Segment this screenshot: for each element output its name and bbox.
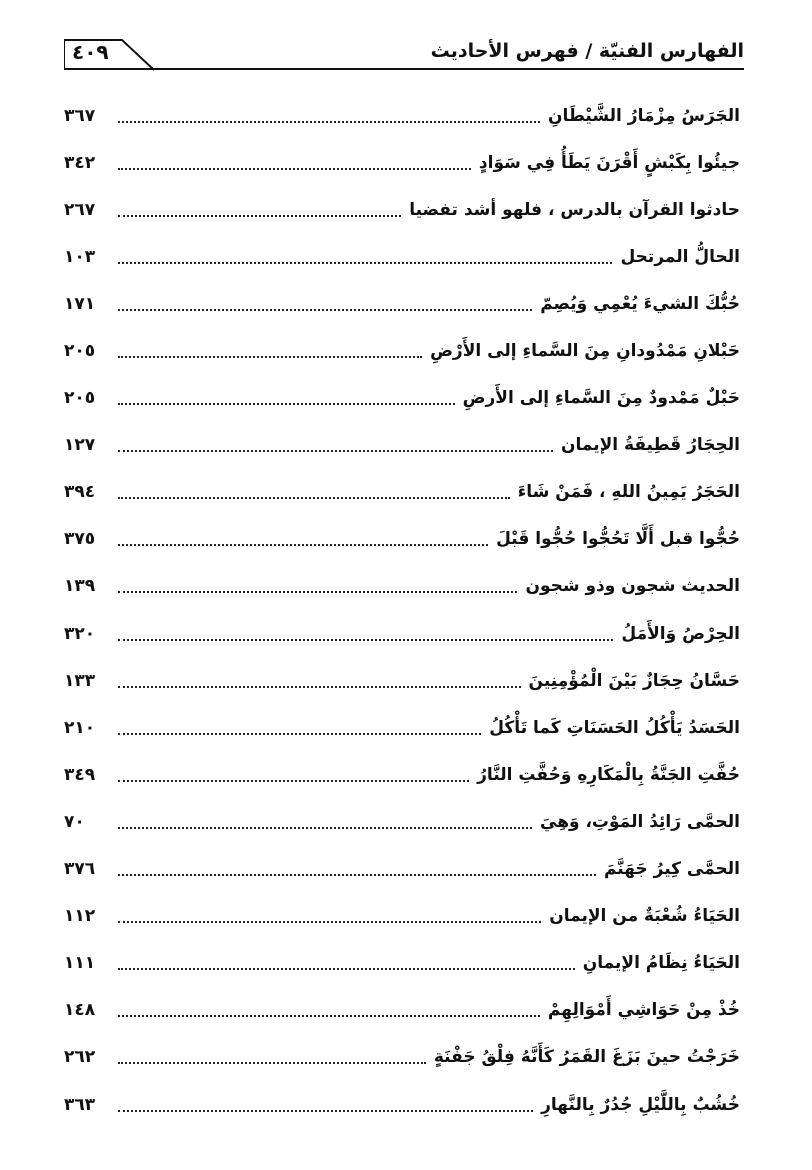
list-item [64,846,740,893]
list-item [64,516,740,563]
entry-text: الحالُّ المرتحل [620,246,740,267]
dot-leader [118,1015,540,1017]
dot-leader [118,121,540,123]
entry-text: جيئُوا بِكَبْشٍ أَقْرَنَ يَطَأُ فِي سَوَادٍ [478,152,740,173]
dot-leader [118,168,471,170]
entry-page-number: ٢١٠ [64,717,96,738]
list-item [64,422,740,469]
list-item [64,92,740,139]
list-item [64,563,740,610]
list-item [64,375,740,422]
header-rule [64,68,744,70]
entry-text: خُذْ مِنْ حَوَاشِي أَمْوَالِهِمْ [547,1000,740,1021]
list-item [64,798,740,845]
entry-page-number: ٣٦٣ [64,1094,96,1115]
entry-page-number: ٢٦٧ [64,199,96,220]
running-header [64,38,744,70]
entry-text: حادثوا القرآن بالدرس ، فلهو أشد تفضيا [409,199,740,220]
list-item [64,657,740,704]
entry-text: الحِجَارُ قَطِيفَةُ الإيمان [560,435,740,456]
dot-leader [118,544,488,546]
entry-text: الحَيَاءُ شُعْبَةٌ من الإيمان [549,906,740,927]
entry-page-number: ١٣٩ [64,576,96,597]
entry-text: الحديث شجون وذو شجون [525,576,740,597]
dot-leader [118,921,541,923]
entry-text: الحَيَاءُ نِظَامُ الإيمانِ [582,953,740,974]
entry-page-number: ٣٤٢ [64,152,96,173]
entry-text: الحمَّى كِيرُ جَهَنَّمَ [603,859,740,880]
header-title: الفهارس الفنيّة / فهرس الأحاديث [430,40,744,62]
list-item [64,751,740,798]
entry-page-number: ٢٦٢ [64,1047,96,1068]
dot-leader [118,1110,533,1112]
entry-page-number: ٣٤٩ [64,764,96,785]
entry-page-number: ١٢٧ [64,435,96,456]
dot-leader [118,874,596,876]
list-item [64,469,740,516]
entry-page-number: ١١١ [64,953,96,974]
list-item [64,610,740,657]
entry-page-number: ٣٩٤ [64,482,96,503]
dot-leader [118,968,575,970]
entry-page-number: ٣٧٦ [64,859,96,880]
dot-leader [118,639,613,641]
dot-leader [118,215,401,217]
entry-text: حَسَّانُ حِجَازٌ بَيْنَ الْمُؤْمِنِينَ [528,670,740,691]
dot-leader [118,827,532,829]
dot-leader [118,733,481,735]
dot-leader [118,356,422,358]
entry-page-number: ١٤٨ [64,1000,96,1021]
entry-page-number: ٣٧٥ [64,529,96,550]
list-item [64,704,740,751]
entry-text: حَبْلٌ مَمْدودٌ مِنَ السَّماءِ إلى الأَرضِ [462,388,740,409]
dot-leader [118,309,532,311]
dot-leader [118,497,510,499]
entry-text: حُبُّكَ الشيءَ يُعْمِي وَيُصِمّ [540,293,740,314]
entry-text: حَبْلانِ مَمْدُودانِ مِنَ السَّماءِ إلى الأَرْضِ [430,341,740,362]
dot-leader [118,450,553,452]
dot-leader [118,262,612,264]
entry-text: الحِرْصُ وَالأَمَلُ [621,623,740,644]
list-item [64,1034,740,1081]
list-item [64,1081,740,1128]
page-number: ٤٠٩ [72,40,109,64]
list-item [64,186,740,233]
entry-text: خَرَجْتُ حينَ بَزَغَ القَمَرُ كَأَنَّهُ فِلْقُ جَفْنَةٍ [433,1047,740,1068]
entry-page-number: ٣٦٧ [64,105,96,126]
entry-page-number: ١١٢ [64,906,96,927]
list-item [64,280,740,327]
entry-text: الحَجَرُ يَمِينُ اللهِ ، فَمَنْ شَاءَ [517,482,740,503]
entry-text: الجَرَسُ مِزْمَارُ الشَّيْطَانِ [547,105,740,126]
list-item [64,139,740,186]
dot-leader [118,780,469,782]
entry-page-number: ١٠٣ [64,246,96,267]
dot-leader [118,403,455,405]
dot-leader [118,686,521,688]
entry-text: خُشُبٌ بِاللَّيْلِ جُدُرٌ بِالنَّهارِ [541,1094,740,1115]
list-item [64,327,740,374]
entry-page-number: ٢٠٥ [64,388,96,409]
list-item [64,233,740,280]
entry-page-number: ١٧١ [64,293,96,314]
dot-leader [118,1062,426,1064]
entry-page-number: ٢٠٥ [64,341,96,362]
list-item [64,987,740,1034]
entry-text: حُجُّوا قبل أَلَّا تَحُجُّوا حُجُّوا قَبْلَ [496,529,740,550]
entry-page-number: ٣٢٠ [64,623,96,644]
dot-leader [118,591,517,593]
entry-text: حُفَّتِ الجَنَّةُ بِالْمَكَارِهِ وَحُفَّتِ النَّارُ [477,764,740,785]
hadith-index-list [64,92,740,1128]
entry-text: الحمَّى رَائِدُ المَوْتِ، وَهِيَ [540,811,740,832]
entry-page-number: ١٣٣ [64,670,96,691]
entry-text: الحَسَدُ يَأْكُلُ الحَسَنَاتِ كَما تَأْكُلُ [489,717,740,738]
list-item [64,940,740,987]
entry-page-number: ٧٠ [64,811,85,832]
list-item [64,893,740,940]
